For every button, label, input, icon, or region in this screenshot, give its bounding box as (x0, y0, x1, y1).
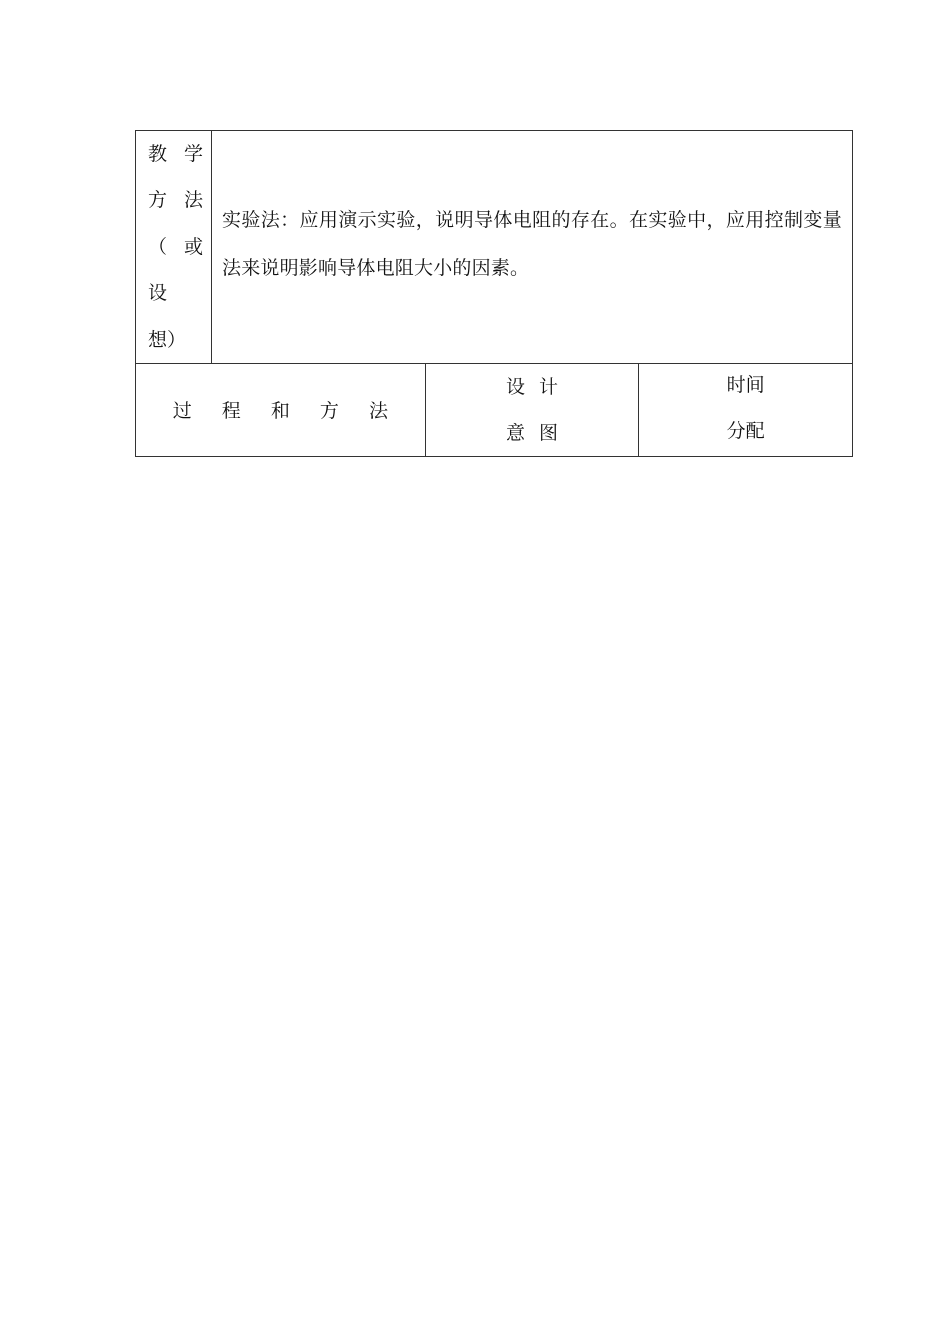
process-header-row (136, 363, 853, 456)
teaching-method-content-cell (212, 131, 853, 364)
label-char: 或 (183, 235, 203, 258)
label-char: 设 (148, 282, 168, 305)
process-and-method-header (136, 363, 426, 456)
teaching-method-label (136, 131, 211, 363)
label-line: 分配 (726, 419, 765, 442)
title-char: 法 (368, 400, 388, 423)
label-char: 图 (539, 421, 559, 444)
label-char: 教 (148, 143, 168, 165)
label-line (148, 317, 203, 363)
label-line (148, 224, 203, 270)
label-char: 设 (505, 375, 525, 398)
label-line: 时间 (726, 373, 765, 396)
teaching-method-label-cell (136, 131, 212, 364)
time-allocation-header (639, 363, 853, 456)
teaching-method-row (136, 131, 853, 364)
label-char: 方 (148, 189, 168, 212)
label-line (502, 410, 562, 456)
title-char: 方 (319, 400, 339, 423)
label-line (148, 131, 203, 177)
title-char: 程 (221, 400, 241, 423)
label-line (502, 364, 562, 410)
label-line (148, 177, 203, 223)
design-intent-label (426, 364, 639, 456)
label-char: 意 (505, 421, 525, 444)
label-char: 计 (539, 375, 559, 398)
label-char: 想） (148, 328, 187, 351)
design-intent-header (425, 363, 639, 456)
title-char: 过 (172, 400, 192, 423)
title-char: 和 (270, 400, 290, 423)
label-char: 学 (183, 143, 203, 165)
label-char: 法 (183, 189, 203, 212)
time-allocation-label (639, 362, 852, 454)
teaching-method-content: 实验法：应用演示实验，说明导体电阻的存在。在实验中，应用控制变量法来说明影响导体电阻大小的因素。 (222, 208, 842, 279)
label-char: （ (148, 235, 168, 258)
label-line (148, 270, 203, 316)
lesson-plan-table (135, 130, 853, 457)
process-title (136, 396, 425, 423)
